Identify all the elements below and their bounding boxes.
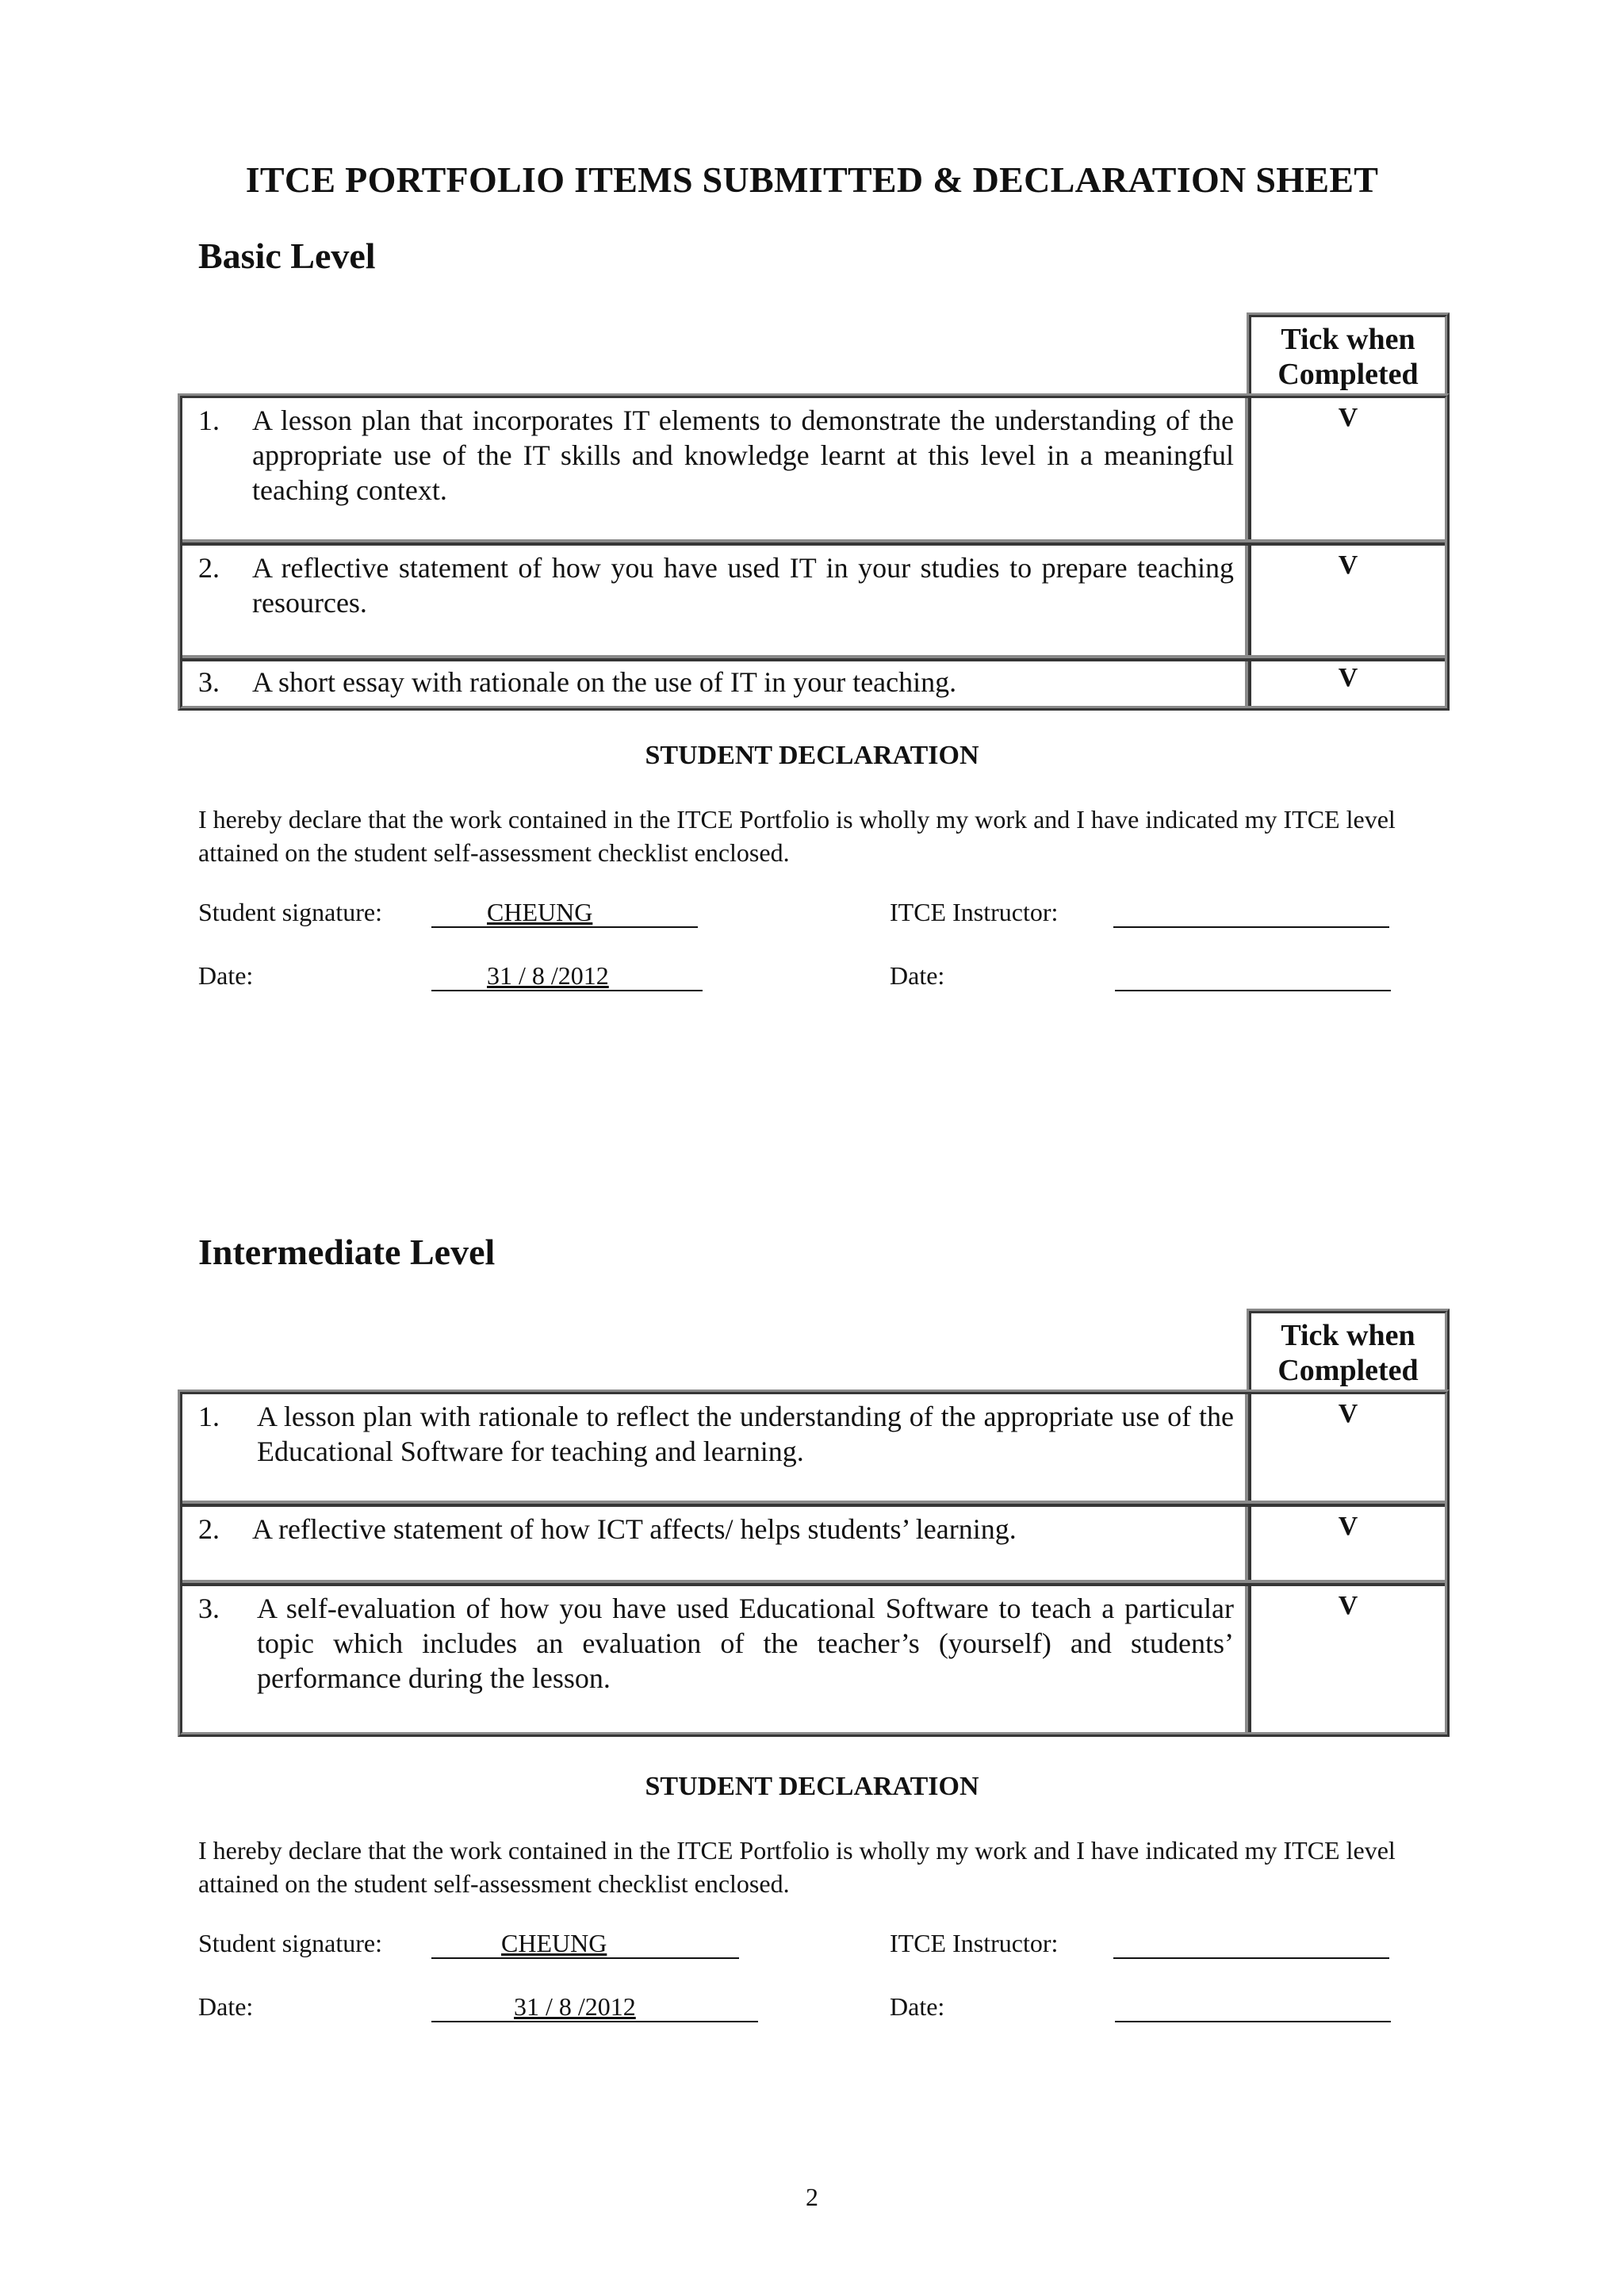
tick-mark: V [1338,550,1358,580]
item-description [182,1586,1251,1732]
instructor-line [1113,925,1389,928]
item-description [182,398,1251,539]
tick-header-line1: Tick when [1281,1319,1415,1352]
tick-mark: V [1338,663,1358,692]
date-label: Date: [198,961,254,990]
intermediate-tick-header [1247,1309,1450,1391]
instructor-label: ITCE Instructor: [890,898,1059,926]
item-description [182,1507,1251,1580]
instructor-line [1113,1956,1389,1959]
item-number: 3. [198,666,220,698]
instructor-label: ITCE Instructor: [890,1929,1059,1957]
date-value: 31 / 8 /2012 [514,1992,636,2021]
student-signature-label: Student signature: [198,1929,382,1957]
student-signature-label: Student signature: [198,898,382,926]
item-number: 2. [198,552,220,584]
item-text: A short essay with rationale on the use of IT in your teaching. [252,666,957,698]
basic-level-heading: Basic Level [198,236,376,276]
item-text: A self-evaluation of how you have used Educational Software to teach a particular topic which includes an evaluation of the teacher’s (yourself) and students’ performance during the lesson. [257,1593,1234,1694]
item-description [182,661,1251,706]
declaration-heading: STUDENT DECLARATION [645,741,979,770]
table-row [182,398,1445,546]
item-description [182,1394,1251,1501]
table-row [182,1507,1445,1586]
item-number: 2. [198,1513,220,1545]
item-description [182,546,1251,655]
declaration-text: I hereby declare that the work contained in the ITCE Portfolio is wholly my work and I have indicated my ITCE level attained on the student self-assessment checklist enclosed. [198,1836,1396,1898]
page-title: ITCE PORTFOLIO ITEMS SUBMITTED & DECLARATION SHEET [245,159,1379,200]
table-row [182,1394,1445,1507]
item-text: A reflective statement of how ICT affects/ helps students’ learning. [252,1513,1017,1545]
table-row [182,546,1445,661]
tick-mark: V [1338,1512,1358,1541]
page-number: 2 [806,2183,818,2211]
instructor-date-line [1115,2019,1391,2022]
date-value: 31 / 8 /2012 [487,961,609,990]
intermediate-items-table [178,1389,1450,1737]
instructor-date-label: Date: [890,961,945,990]
item-number: 3. [198,1593,220,1624]
tick-header-line2: Completed [1277,1354,1419,1387]
declaration-heading: STUDENT DECLARATION [645,1772,979,1801]
instructor-date-label: Date: [890,1992,945,2021]
table-row [182,1586,1445,1732]
item-text: A lesson plan that incorporates IT elements to demonstrate the understanding of the appropriate use of the IT skills and knowledge learnt at this level in a meaningful teaching context. [252,404,1234,506]
item-number: 1. [198,1401,220,1432]
tick-header-line2: Completed [1277,358,1419,391]
declaration-text: I hereby declare that the work contained in the ITCE Portfolio is wholly my work and I have indicated my ITCE level attained on the student self-assessment checklist enclosed. [198,805,1396,867]
intermediate-level-heading: Intermediate Level [198,1232,496,1272]
date-label: Date: [198,1992,254,2021]
tick-header-line1: Tick when [1281,323,1415,356]
student-signature-value: CHEUNG [501,1929,607,1957]
tick-mark: V [1338,1591,1358,1620]
tick-mark: V [1338,1399,1358,1428]
student-signature-value: CHEUNG [487,898,593,926]
basic-items-table [178,393,1450,711]
item-text: A lesson plan with rationale to reflect the understanding of the appropriate use of the Educational Software for teaching and learning. [257,1401,1234,1467]
tick-mark: V [1338,403,1358,432]
item-text: A reflective statement of how you have used IT in your studies to prepare teaching resources. [252,552,1234,619]
instructor-date-line [1115,988,1391,991]
item-number: 1. [198,404,220,436]
table-row [182,661,1445,706]
basic-tick-header [1247,312,1450,395]
